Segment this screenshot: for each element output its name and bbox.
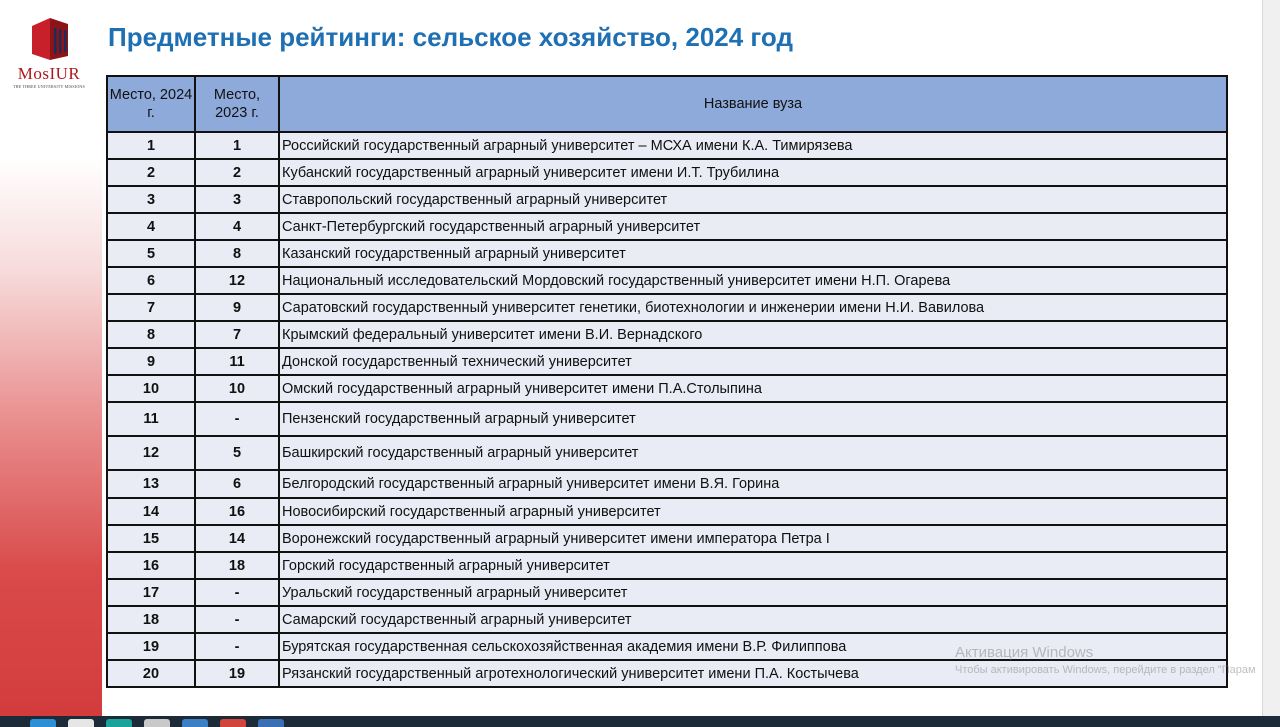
table-row: [107, 267, 1227, 294]
taskbar-app-icon[interactable]: [68, 719, 94, 727]
place-2023-cell: -: [195, 606, 279, 633]
university-cell: Донской государственный технический университет: [279, 348, 1227, 375]
place-2023-cell: 9: [195, 294, 279, 321]
place-2024-cell: 4: [107, 213, 195, 240]
table-row: [107, 348, 1227, 375]
place-2024-cell: 13: [107, 470, 195, 498]
table-row: [107, 132, 1227, 159]
place-2024-cell: 10: [107, 375, 195, 402]
place-2024-cell: 9: [107, 348, 195, 375]
place-2023-cell: 16: [195, 498, 279, 525]
university-cell: Уральский государственный аграрный университет: [279, 579, 1227, 606]
table-row: [107, 436, 1227, 470]
place-2023-cell: 3: [195, 186, 279, 213]
place-2024-cell: 12: [107, 436, 195, 470]
place-2024-cell: 3: [107, 186, 195, 213]
place-2023-cell: 6: [195, 470, 279, 498]
taskbar-app-icon[interactable]: [182, 719, 208, 727]
table-row: [107, 402, 1227, 436]
university-cell: Санкт-Петербургский государственный аграрный университет: [279, 213, 1227, 240]
university-cell: Ставропольский государственный аграрный университет: [279, 186, 1227, 213]
place-2024-cell: 5: [107, 240, 195, 267]
place-2024-cell: 16: [107, 552, 195, 579]
logo-subtitle: THE THREE UNIVERSITY MISSIONS: [13, 84, 85, 89]
page-title: Предметные рейтинги: сельское хозяйство, 2024 год: [108, 22, 793, 52]
place-2023-cell: 4: [195, 213, 279, 240]
place-2024-cell: 14: [107, 498, 195, 525]
table-row: [107, 240, 1227, 267]
place-2024-cell: 8: [107, 321, 195, 348]
place-2024-cell: 11: [107, 402, 195, 436]
place-2023-cell: -: [195, 402, 279, 436]
place-2024-cell: 20: [107, 660, 195, 687]
table-row: [107, 498, 1227, 525]
university-cell: Казанский государственный аграрный университет: [279, 240, 1227, 267]
window-edge: [1262, 0, 1280, 716]
place-2023-cell: 14: [195, 525, 279, 552]
mosiur-logo: [6, 14, 92, 94]
university-cell: Саратовский государственный университет генетики, биотехнологии и инженерии имени Н.И. Вавилова: [279, 294, 1227, 321]
place-2023-cell: 18: [195, 552, 279, 579]
place-2023-cell: 19: [195, 660, 279, 687]
header-place-2023: Место, 2023 г.: [195, 76, 279, 132]
table-row: [107, 375, 1227, 402]
university-cell: Горский государственный аграрный университет: [279, 552, 1227, 579]
taskbar-app-icon[interactable]: [144, 719, 170, 727]
place-2024-cell: 1: [107, 132, 195, 159]
table-row: [107, 579, 1227, 606]
university-cell: Российский государственный аграрный университет – МСХА имени К.А. Тимирязева: [279, 132, 1227, 159]
university-cell: Новосибирский государственный аграрный университет: [279, 498, 1227, 525]
taskbar-app-icon[interactable]: [220, 719, 246, 727]
university-cell: Пензенский государственный аграрный университет: [279, 402, 1227, 436]
university-cell: Кубанский государственный аграрный университет имени И.Т. Трубилина: [279, 159, 1227, 186]
university-cell: Воронежский государственный аграрный университет имени императора Петра I: [279, 525, 1227, 552]
place-2024-cell: 15: [107, 525, 195, 552]
header-place-2024: Место, 2024 г.: [107, 76, 195, 132]
place-2023-cell: -: [195, 633, 279, 660]
university-cell: Бурятская государственная сельскохозяйственная академия имени В.Р. Филиппова: [279, 633, 1227, 660]
place-2023-cell: 8: [195, 240, 279, 267]
table-header-row: [107, 76, 1227, 132]
windows-activation-watermark: [955, 644, 1256, 676]
header-university: Название вуза: [279, 76, 1227, 132]
university-cell: Башкирский государственный аграрный университет: [279, 436, 1227, 470]
place-2023-cell: 12: [195, 267, 279, 294]
side-decoration: [0, 0, 102, 716]
table-row: [107, 186, 1227, 213]
place-2023-cell: 10: [195, 375, 279, 402]
place-2024-cell: 6: [107, 267, 195, 294]
place-2024-cell: 7: [107, 294, 195, 321]
university-cell: Крымский федеральный университет имени В.И. Вернадского: [279, 321, 1227, 348]
table-row: [107, 606, 1227, 633]
logo-name: MosIUR: [17, 64, 81, 83]
place-2023-cell: 5: [195, 436, 279, 470]
taskbar-app-icon[interactable]: [30, 719, 56, 727]
university-cell: Белгородский государственный аграрный университет имени В.Я. Горина: [279, 470, 1227, 498]
place-2023-cell: 7: [195, 321, 279, 348]
place-2024-cell: 2: [107, 159, 195, 186]
place-2024-cell: 17: [107, 579, 195, 606]
watermark-subtitle: Чтобы активировать Windows, перейдите в раздел "Парам: [955, 664, 1256, 676]
taskbar-app-icon[interactable]: [106, 719, 132, 727]
table-row: [107, 213, 1227, 240]
watermark-title: Активация Windows: [955, 644, 1094, 661]
place-2023-cell: 2: [195, 159, 279, 186]
table-row: [107, 552, 1227, 579]
place-2024-cell: 18: [107, 606, 195, 633]
table-row: [107, 525, 1227, 552]
table-row: [107, 159, 1227, 186]
ranking-table: [106, 75, 1228, 688]
table-row: [107, 294, 1227, 321]
logo-building-icon: [28, 16, 72, 60]
university-cell: Омский государственный аграрный университет имени П.А.Столыпина: [279, 375, 1227, 402]
university-cell: Национальный исследовательский Мордовский государственный университет имени Н.П. Огарева: [279, 267, 1227, 294]
taskbar: [0, 716, 1280, 727]
taskbar-app-icon[interactable]: [258, 719, 284, 727]
place-2024-cell: 19: [107, 633, 195, 660]
place-2023-cell: -: [195, 579, 279, 606]
table-row: [107, 321, 1227, 348]
place-2023-cell: 1: [195, 132, 279, 159]
place-2023-cell: 11: [195, 348, 279, 375]
university-cell: Самарский государственный аграрный университет: [279, 606, 1227, 633]
table-row: [107, 470, 1227, 498]
university-cell: Рязанский государственный агротехнологический университет имени П.А. Костычева: [279, 660, 1227, 687]
